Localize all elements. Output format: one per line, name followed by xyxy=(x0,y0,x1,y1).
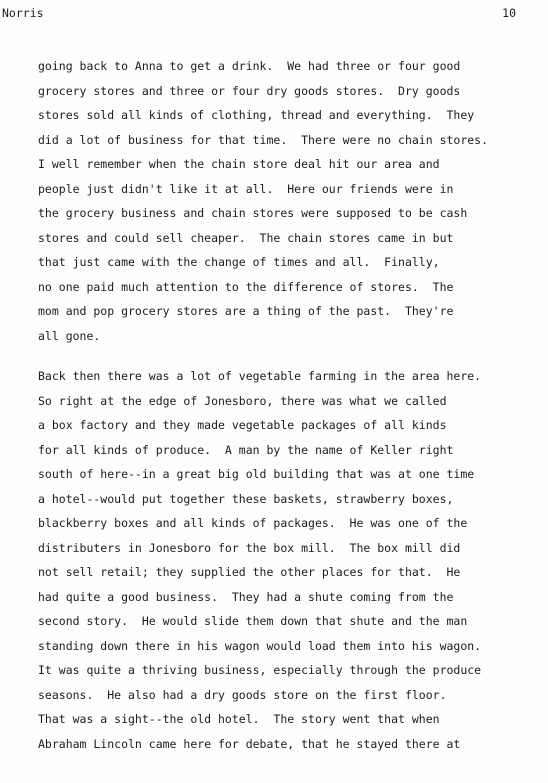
text-line: blackberry boxes and all kinds of packages. He was one of the xyxy=(38,516,468,530)
text-line: Back then there was a lot of vegetable farming in the area here. xyxy=(38,369,482,383)
text-line: distributers in Jonesboro for the box mill. The box mill did xyxy=(38,540,461,555)
text-line: So right at the edge of Jonesboro, there was what we called xyxy=(38,393,447,408)
page-number: 10 xyxy=(502,6,516,20)
text-line: not sell retail; they supplied the other places for that. He xyxy=(38,565,461,579)
text-line: a hotel--would put together these baskets, strawberry boxes, xyxy=(38,491,454,506)
text-line: stores and could sell cheaper. The chain stores came in but xyxy=(38,230,454,245)
document-body xyxy=(38,54,546,756)
paragraph-2 xyxy=(38,364,546,756)
text-line: for all kinds of produce. A man by the name of Keller right xyxy=(38,442,454,457)
text-line: had quite a good business. They had a shute coming from the xyxy=(38,589,454,604)
text-line: I well remember when the chain store deal hit our area and xyxy=(38,157,440,171)
text-line: second story. He would slide them down that shute and the man xyxy=(38,614,468,628)
header-author-name: Norris xyxy=(2,6,44,20)
paragraph-1 xyxy=(38,54,546,348)
text-line: standing down there in his wagon would load them into his wagon. xyxy=(38,638,482,653)
text-line: south of here--in a great big old building that was at one time xyxy=(38,467,475,481)
text-line: a box factory and they made vegetable packages of all kinds xyxy=(38,418,447,432)
text-line: grocery stores and three or four dry goods stores. Dry goods xyxy=(38,83,461,98)
text-line: people just didn't like it at all. Here our friends were in xyxy=(38,181,454,196)
text-line: stores sold all kinds of clothing, thread and everything. They xyxy=(38,108,475,122)
text-line: all gone. xyxy=(38,328,101,343)
text-line: the grocery business and chain stores were supposed to be cash xyxy=(38,206,468,220)
text-line: going back to Anna to get a drink. We had three or four good xyxy=(38,59,461,73)
text-line: no one paid much attention to the difference of stores. The xyxy=(38,279,454,294)
text-line: did a lot of business for that time. There were no chain stores. xyxy=(38,132,489,147)
text-line: mom and pop grocery stores are a thing of the past. They're xyxy=(38,304,454,318)
text-line: Abraham Lincoln came here for debate, that he stayed there at xyxy=(38,736,461,751)
paragraph-gap xyxy=(38,348,546,364)
text-line: That was a sight--the old hotel. The story went that when xyxy=(38,712,440,726)
text-line: that just came with the change of times and all. Finally, xyxy=(38,255,440,269)
text-line: seasons. He also had a dry goods store on the first floor. xyxy=(38,687,447,702)
text-line: It was quite a thriving business, especially through the produce xyxy=(38,663,482,677)
